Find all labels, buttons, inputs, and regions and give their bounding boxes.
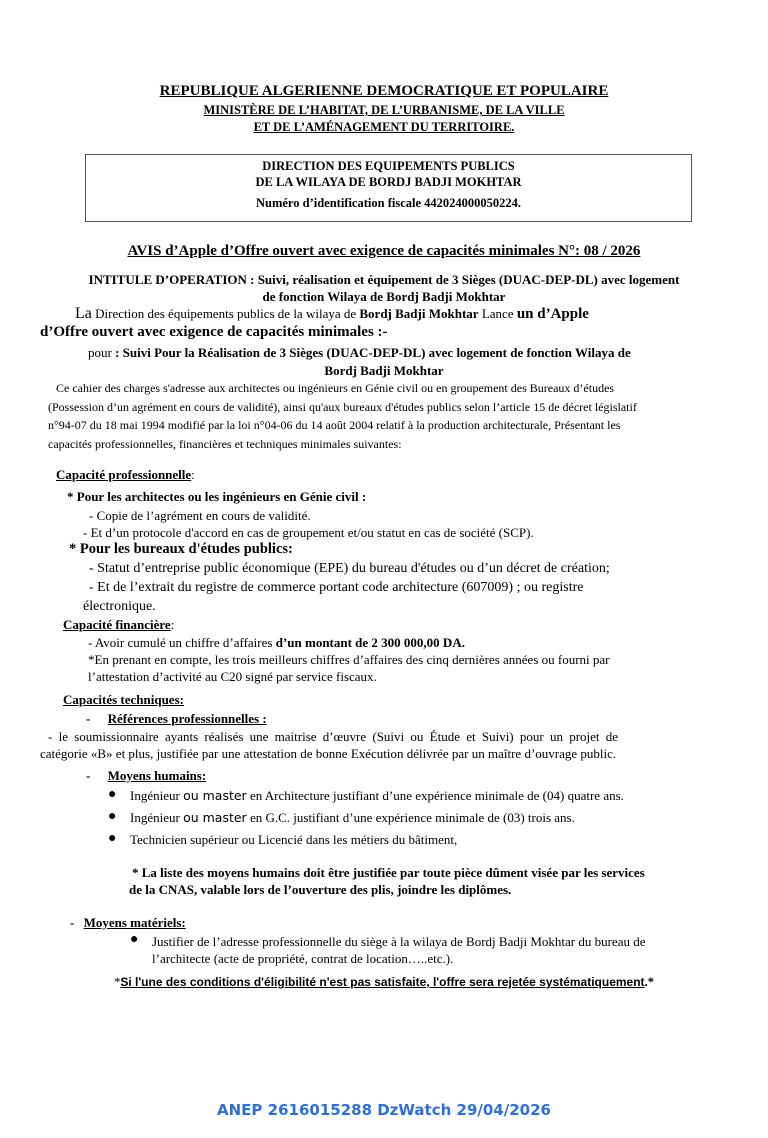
material-item-text <box>152 933 646 967</box>
intro-la: La <box>75 305 92 322</box>
references-dash: - <box>86 711 91 726</box>
financial-amount: d’un montant de 2 300 000,00 DA. <box>275 635 465 650</box>
paragraph-line-1: Ce cahier des charges s'adresse aux architectes ou ingénieurs en Génie civil ou en groupement des Bureaux d’études <box>56 381 615 395</box>
bullet-icon: ● <box>130 932 139 947</box>
architects-heading: * Pour les architectes ou les ingénieurs en Génie civil : <box>67 489 367 504</box>
intro-pour: pour <box>88 345 116 360</box>
anep-footer: ANEP 2616015288 DzWatch 29/04/2026 <box>217 1101 551 1119</box>
professional-heading <box>56 466 195 483</box>
references-paragraph <box>40 728 619 762</box>
intro-line-2: d’Offre ouvert avec exigence de capacités minimales :- <box>40 324 388 340</box>
ministry-line-1: MINISTÈRE DE L’HABITAT, DE L’URBANISME, DE LA VILLE <box>203 103 565 117</box>
public-offices-item-2 <box>83 579 584 616</box>
material-line-2: l’architecte (acte de propriété, contrat de location…..etc.). <box>152 951 454 966</box>
financial-item-2-line-1: *En prenant en compte, les trois meilleurs chiffres d’affaires des cinq dernières années ou fourni par <box>88 652 610 667</box>
human-note-line-2: de la CNAS, valable lors de l’ouverture des plis, joindre les diplômes. <box>129 882 512 897</box>
operation-line-1: INTITULE D’OPERATION : Suivi, réalisation et équipement de 3 Sièges (DUAC-DEP-DL) avec logement <box>88 272 680 287</box>
human-item-text: Ingénieur ou master en G.C. justifiant d’une expérience minimale de (03) trois ans. <box>130 810 575 825</box>
public-offices-item-1: - Statut d’entreprise public économique (EPE) du bureau d'études ou d’un décret de création; <box>89 561 610 576</box>
intro-wilaya: Bordj Badji Mokhtar <box>359 306 479 321</box>
references-line-1: - le soumissionnaire ayants réalisés une maitrise d’œuvre (Suivi ou Étude et Suivi) pour un projet de <box>48 729 619 744</box>
warning-text: Si l'une des conditions d'éligibilité n'est pas satisfaite, l'offre sera rejetée systématiquement <box>120 975 645 989</box>
human-list <box>108 787 748 853</box>
financial-item-1-text: - Avoir cumulé un chiffre d’affaires <box>88 635 276 650</box>
republic-heading: REPUBLIQUE ALGERIENNE DEMOCRATIQUE ET POPULAIRE <box>159 83 609 99</box>
operation-title <box>20 271 748 305</box>
paragraph-line-4: capacités professionnelles, financières et techniques minimales suivantes: <box>48 436 402 451</box>
human-item <box>108 809 748 831</box>
references-heading-text: Références professionnelles : <box>107 711 267 726</box>
paragraph-line-2: (Possession d’un agrément en cours de validité), ainsi qu'aux bureaux d'études publics selon l’article 15 de décret législatif <box>48 399 637 414</box>
architects-item-1: - Copie de l’agrément en cours de validité. <box>89 508 311 523</box>
professional-heading-colon: : <box>191 467 195 482</box>
professional-heading-text: Capacité professionnelle <box>56 467 192 482</box>
specification-paragraph <box>48 379 738 453</box>
references-heading <box>86 710 267 727</box>
direction-line-1: DIRECTION DES EQUIPEMENTS PUBLICS <box>262 159 515 173</box>
paragraph-line-3: n°94-07 du 18 mai 1994 modifié par la loi n°04-06 du 14 août 2004 relatif à la production architecturale, Présentant les <box>48 418 621 432</box>
intro-line-3 <box>88 345 758 361</box>
human-note <box>129 864 645 898</box>
warning-star-2: .* <box>644 975 654 989</box>
intro-line-4: Bordj Badji Mokhtar <box>324 363 444 378</box>
warning-star-1: * <box>114 975 121 989</box>
bullet-icon: ● <box>108 787 117 802</box>
fiscal-id: Numéro d’identification fiscale 442024000050224. <box>255 196 522 210</box>
financial-item-2-line-2: l’attestation d’activité au C20 signé par service fiscaux. <box>88 669 377 684</box>
intro-project: : Suivi Pour la Réalisation de 3 Sièges (DUAC-DEP-DL) avec logement de fonction Wilaya de <box>115 345 631 360</box>
material-line-1: Justifier de l’adresse professionnelle du siège à la wilaya de Bordj Badji Mokhtar du bureau de <box>152 934 646 949</box>
public-offices-item-2-line-1: - Et de l’extrait du registre de commerce portant code architecture (607009) ; ou registre <box>89 580 584 595</box>
public-offices-item-2-line-2: électronique. <box>83 598 156 614</box>
intro-line-1 <box>75 305 765 323</box>
material-heading <box>70 914 186 931</box>
human-item-text: Ingénieur ou master en Architecture justifiant d’une expérience minimale de (04) quatre ans. <box>130 788 624 803</box>
operation-line-2: de fonction Wilaya de Bordj Badji Mokhtar <box>262 289 506 304</box>
material-dash: - <box>70 915 75 930</box>
financial-heading-colon: : <box>170 617 175 632</box>
architects-item-2: - Et d’un protocole d'accord en cas de groupement et/ou statut en cas de société (SCP). <box>83 525 534 540</box>
financial-item-2 <box>88 651 610 685</box>
intro-apple: un d’Apple <box>516 306 589 322</box>
financial-heading <box>63 616 174 633</box>
material-heading-text: Moyens matériels: <box>83 915 186 930</box>
financial-heading-text: Capacité financière <box>63 617 171 632</box>
human-dash: - <box>86 768 91 783</box>
human-item <box>108 831 748 853</box>
human-heading <box>86 767 206 784</box>
technical-heading: Capacités techniques: <box>63 692 184 707</box>
human-note-line-1: * La liste des moyens humains doit être justifiée par toute pièce dûment visée par les services <box>132 865 645 880</box>
direction-box <box>85 154 692 222</box>
bullet-icon: ● <box>108 809 117 824</box>
eligibility-warning <box>0 975 768 990</box>
financial-item-1 <box>88 634 465 651</box>
direction-line-2: DE LA WILAYA DE BORDJ BADJI MOKHTAR <box>255 175 522 189</box>
human-heading-text: Moyens humains: <box>107 768 207 783</box>
ministry-line-2: ET DE L’AMÉNAGEMENT DU TERRITOIRE. <box>253 120 515 134</box>
ministry-heading <box>0 102 768 136</box>
notice-title: AVIS d’Apple d’Offre ouvert avec exigence de capacités minimales N°: 08 / 2026 <box>127 243 641 259</box>
public-offices-heading: * Pour les bureaux d'études publics: <box>69 541 293 557</box>
references-line-2: catégorie «B» et plus, justifiée par une attestation de bonne Exécution délivrée par un maître d’ouvrage public. <box>40 746 617 761</box>
intro-text-1: Direction des équipements publics de la wilaya de <box>91 306 360 321</box>
human-item-text: Technicien supérieur ou Licencié dans les métiers du bâtiment, <box>130 832 458 847</box>
intro-text-2: Lance <box>478 306 517 321</box>
human-item <box>108 787 748 809</box>
bullet-icon: ● <box>108 831 117 846</box>
